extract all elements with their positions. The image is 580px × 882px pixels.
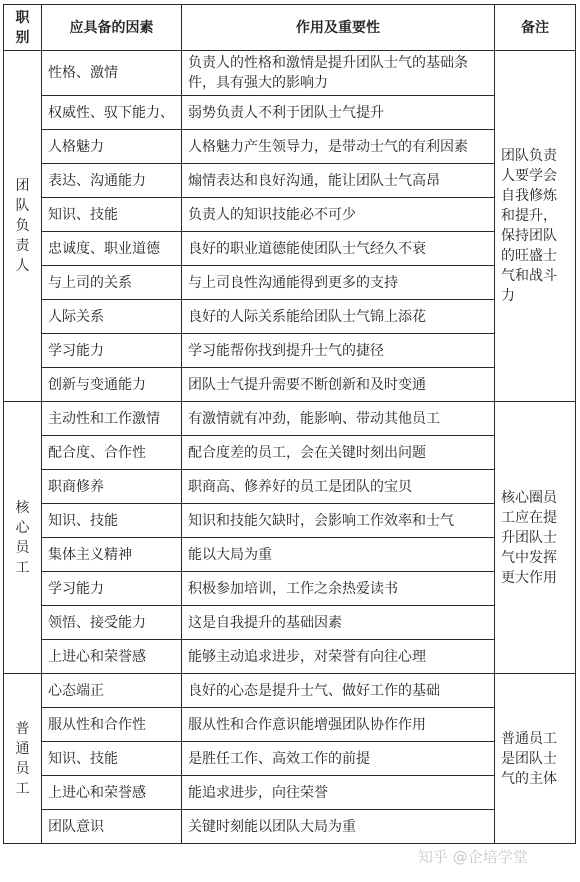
factor-cell: 学习能力: [42, 572, 182, 606]
factor-cell: 与上司的关系: [42, 266, 182, 300]
header-role: 职别: [4, 5, 42, 51]
role-cell: 团队负责人: [4, 51, 42, 402]
table-row: [4, 232, 576, 266]
effect-cell: 是胜任工作、高效工作的前提: [182, 742, 495, 776]
table-row: [4, 538, 576, 572]
table-row: [4, 776, 576, 810]
table-row: [4, 130, 576, 164]
header-effect: 作用及重要性: [182, 5, 495, 51]
factor-cell: 学习能力: [42, 334, 182, 368]
factor-cell: 知识、技能: [42, 504, 182, 538]
factor-cell: 主动性和工作激情: [42, 402, 182, 436]
table-row: [4, 572, 576, 606]
table-row: [4, 164, 576, 198]
effect-cell: 良好的人际关系能给团队士气锦上添花: [182, 300, 495, 334]
factor-cell: 性格、激情: [42, 51, 182, 96]
effect-cell: 服从性和合作意识能增强团队协作作用: [182, 708, 495, 742]
factor-cell: 知识、技能: [42, 742, 182, 776]
table-row: [4, 436, 576, 470]
note-cell: 团队负责人要学会自我修炼和提升，保持团队的旺盛士气和战斗力: [495, 51, 576, 402]
effect-cell: 配合度差的员工，会在关键时刻出问题: [182, 436, 495, 470]
factor-cell: 创新与变通能力: [42, 368, 182, 402]
table-row: [4, 51, 576, 96]
factor-cell: 人格魅力: [42, 130, 182, 164]
watermark-text: 知乎 @企培学堂: [418, 848, 528, 866]
table-row: [4, 640, 576, 674]
effect-cell: 团队士气提升需要不断创新和及时变通: [182, 368, 495, 402]
role-cell: 普通员工: [4, 674, 42, 844]
factor-cell: 服从性和合作性: [42, 708, 182, 742]
note-cell: 核心圈员工应在提升团队士气中发挥更大作用: [495, 402, 576, 674]
table-row: [4, 606, 576, 640]
effect-cell: 积极参加培训，工作之余热爱读书: [182, 572, 495, 606]
factor-cell: 职商修养: [42, 470, 182, 504]
role-cell: 核心员工: [4, 402, 42, 674]
header-row: [4, 5, 576, 51]
header-factor: 应具备的因素: [42, 5, 182, 51]
factor-cell: 领悟、接受能力: [42, 606, 182, 640]
table-row: [4, 402, 576, 436]
factor-cell: 集体主义精神: [42, 538, 182, 572]
effect-cell: 负责人的知识技能必不可少: [182, 198, 495, 232]
table-row: [4, 810, 576, 844]
effect-cell: 能追求进步，向往荣誉: [182, 776, 495, 810]
effect-cell: 职商高、修养好的员工是团队的宝贝: [182, 470, 495, 504]
header-note: 备注: [495, 5, 576, 51]
factor-cell: 上进心和荣誉感: [42, 776, 182, 810]
table-body: [4, 51, 576, 844]
effect-cell: 良好的心态是提升士气、做好工作的基础: [182, 674, 495, 708]
table-row: [4, 266, 576, 300]
table-row: [4, 96, 576, 130]
effect-cell: 弱势负责人不利于团队士气提升: [182, 96, 495, 130]
factor-cell: 忠诚度、职业道德: [42, 232, 182, 266]
effect-cell: 学习能帮你找到提升士气的捷径: [182, 334, 495, 368]
table-row: [4, 470, 576, 504]
factor-cell: 团队意识: [42, 810, 182, 844]
table-row: [4, 300, 576, 334]
effect-cell: 有激情就有冲劲，能影响、带动其他员工: [182, 402, 495, 436]
effect-cell: 关键时刻能以团队大局为重: [182, 810, 495, 844]
factor-cell: 配合度、合作性: [42, 436, 182, 470]
table-row: [4, 708, 576, 742]
effect-cell: 人格魅力产生领导力，是带动士气的有利因素: [182, 130, 495, 164]
table-row: [4, 504, 576, 538]
table-row: [4, 368, 576, 402]
factor-cell: 权威性、驭下能力、: [42, 96, 182, 130]
factor-cell: 知识、技能: [42, 198, 182, 232]
factor-cell: 心态端正: [42, 674, 182, 708]
effect-cell: 知识和技能欠缺时，会影响工作效率和士气: [182, 504, 495, 538]
table-row: [4, 674, 576, 708]
table-row: [4, 198, 576, 232]
effect-cell: 与上司良性沟通能得到更多的支持: [182, 266, 495, 300]
effect-cell: 负责人的性格和激情是提升团队士气的基础条件，具有强大的影响力: [182, 51, 495, 96]
table-row: [4, 334, 576, 368]
factor-cell: 上进心和荣誉感: [42, 640, 182, 674]
factor-table: [3, 4, 576, 844]
effect-cell: 良好的职业道德能使团队士气经久不衰: [182, 232, 495, 266]
effect-cell: 能以大局为重: [182, 538, 495, 572]
note-cell: 普通员工是团队士气的主体: [495, 674, 576, 844]
effect-cell: 煽情表达和良好沟通，能让团队士气高昂: [182, 164, 495, 198]
effect-cell: 能够主动追求进步，对荣誉有向往心理: [182, 640, 495, 674]
effect-cell: 这是自我提升的基础因素: [182, 606, 495, 640]
table-row: [4, 742, 576, 776]
factor-cell: 人际关系: [42, 300, 182, 334]
factor-cell: 表达、沟通能力: [42, 164, 182, 198]
